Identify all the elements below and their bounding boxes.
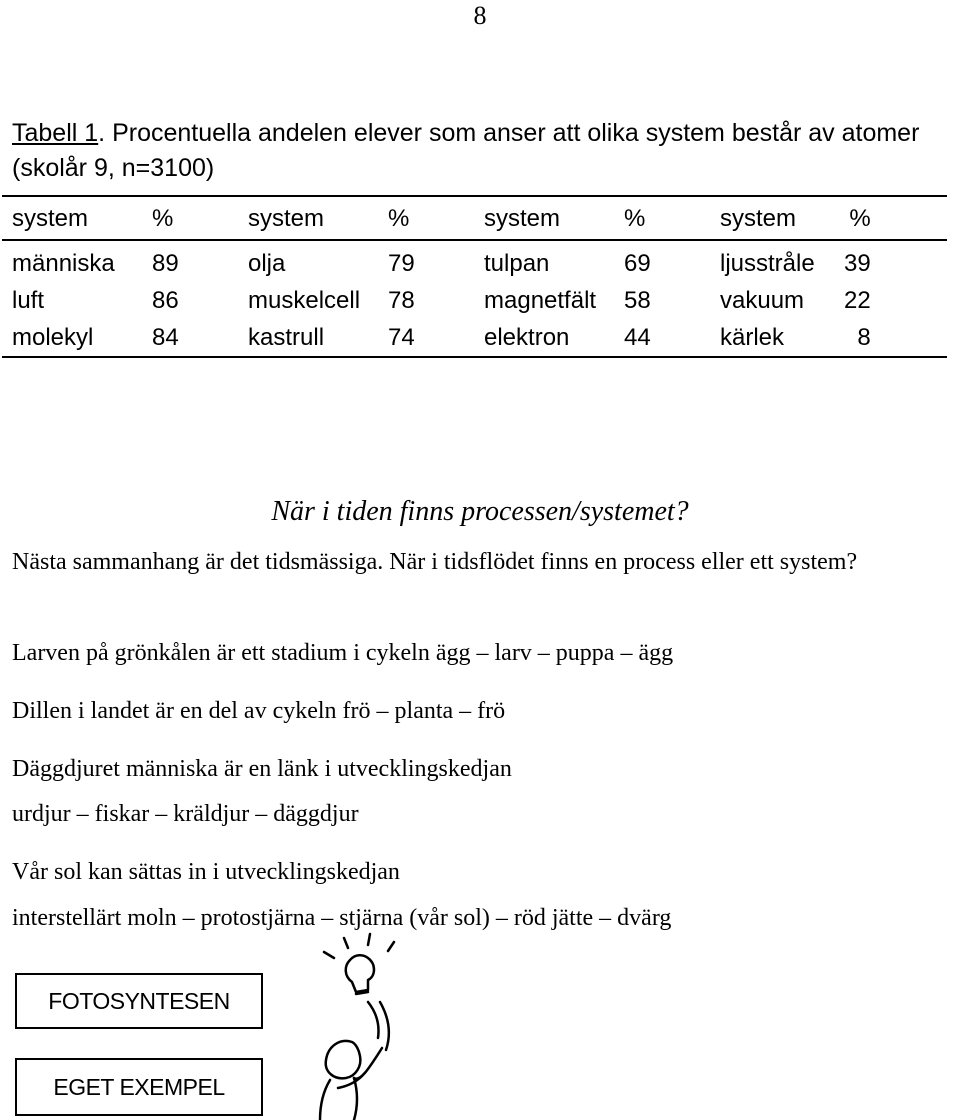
- table-caption: [12, 116, 957, 186]
- eget-exempel-box: EGET EXEMPEL: [15, 1058, 263, 1116]
- header-cell: system: [12, 204, 89, 232]
- table-cell: vakuum: [720, 286, 805, 314]
- table-cell: 79: [388, 249, 415, 277]
- table-cell: 89: [152, 249, 179, 277]
- table-cell: 8: [857, 323, 871, 351]
- header-cell: system: [248, 204, 325, 232]
- data-table: [12, 200, 871, 356]
- table-cell: elektron: [484, 323, 570, 351]
- table-caption-label: Tabell 1: [12, 119, 99, 147]
- table-cell: 74: [388, 323, 415, 351]
- table-cell: 78: [388, 286, 415, 314]
- cycle-line: urdjur – fiskar – kräldjur – däggdjur: [12, 801, 359, 827]
- table-cell: ljusstråle: [720, 249, 815, 277]
- table-top-rule: [2, 195, 947, 197]
- cycle-line: Dillen i landet är en del av cykeln frö – planta – frö: [12, 698, 506, 724]
- header-cell: system: [720, 204, 797, 232]
- table-cell: 22: [844, 286, 871, 314]
- table-cell: muskelcell: [248, 286, 361, 314]
- header-cell: %: [624, 204, 646, 232]
- page-number: 8: [473, 1, 487, 30]
- table-cell: 86: [152, 286, 179, 314]
- table-cell: kärlek: [720, 323, 785, 351]
- table-cell: 58: [624, 286, 651, 314]
- table-cell: 69: [624, 249, 651, 277]
- header-cell: %: [152, 204, 174, 232]
- table-bottom-rule: [2, 356, 947, 358]
- table-cell: tulpan: [484, 249, 550, 277]
- table-cell: olja: [248, 249, 286, 277]
- table-cell: 44: [624, 323, 651, 351]
- cycle-line: Däggdjuret människa är en länk i utvecklingskedjan: [12, 756, 512, 782]
- table-cell: kastrull: [248, 323, 325, 351]
- table-caption-text: . Procentuella andelen elever som anser att olika system består av atomer (skolår 9, n=3100): [12, 119, 920, 182]
- header-cell: %: [849, 204, 871, 232]
- section-heading: När i tiden finns processen/systemet?: [271, 496, 689, 527]
- section-intro: Nästa sammanhang är det tidsmässiga. När i tidsflödet finns en process eller ett system?: [12, 549, 858, 575]
- cycle-line: Larven på grönkålen är ett stadium i cykeln ägg – larv – puppa – ägg: [12, 640, 674, 666]
- table-row: [12, 237, 871, 282]
- table-row: [12, 319, 871, 356]
- fotosyntesen-box: FOTOSYNTESEN: [15, 973, 263, 1029]
- table-cell: människa: [12, 249, 115, 277]
- header-cell: %: [388, 204, 410, 232]
- table-cell: magnetfält: [484, 286, 597, 314]
- cycle-line: Vår sol kan sättas in i utvecklingskedjan: [12, 859, 400, 885]
- cycle-line: interstellärt moln – protostjärna – stjärna (vår sol) – röd jätte – dvärg: [12, 905, 672, 931]
- table-cell: 39: [844, 249, 871, 277]
- table-cell: luft: [12, 286, 45, 314]
- table-cell: 84: [152, 323, 179, 351]
- table-cell: molekyl: [12, 323, 94, 351]
- table-header-row: [12, 200, 871, 237]
- header-cell: system: [484, 204, 561, 232]
- idea-person-lightbulb-icon: [310, 930, 440, 1120]
- table-row: [12, 282, 871, 319]
